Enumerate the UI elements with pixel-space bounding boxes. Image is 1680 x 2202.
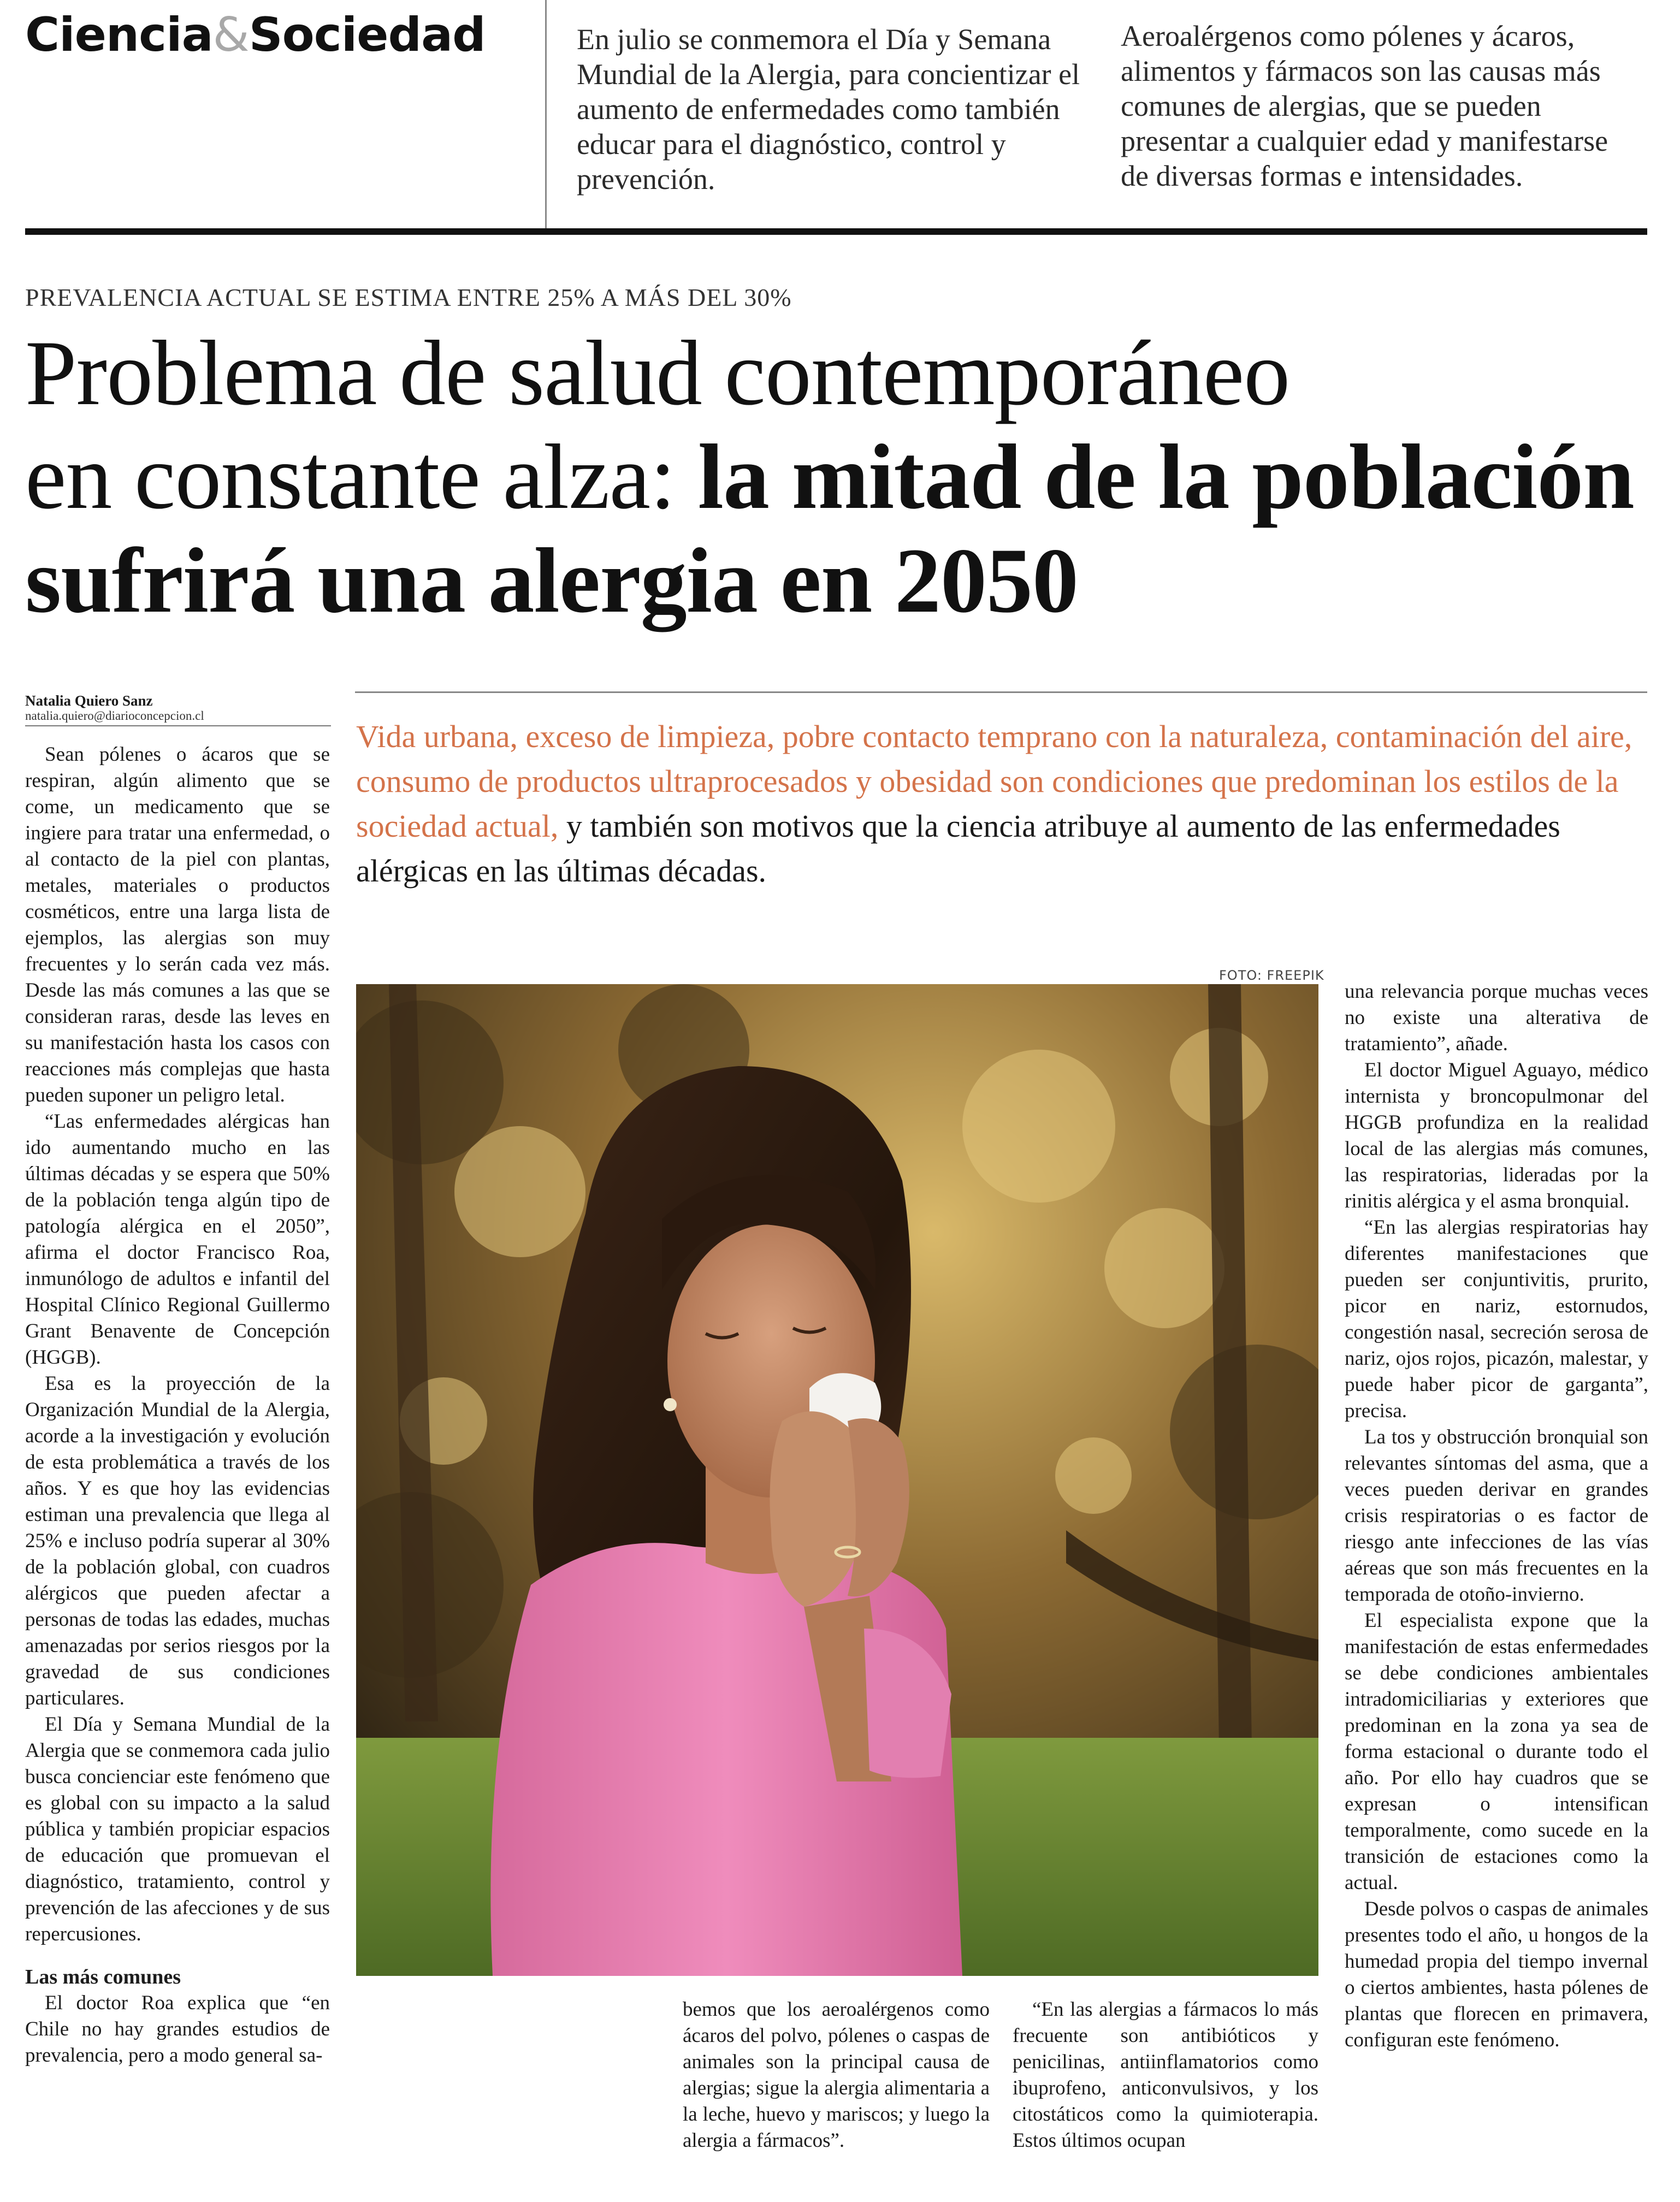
byline-email[interactable]: natalia.quiero@diarioconcepcion.cl — [25, 709, 204, 723]
paragraph: una relevancia porque muchas veces no existe una alterativa de tratamiento”, añade. — [1345, 980, 1648, 1055]
byline-name: Natalia Quiero Sanz — [25, 692, 153, 709]
paragraph: El doctor Roa explica que “en Chile no hay grandes estudios de prevalencia, pero a modo general sa- — [25, 1992, 330, 2067]
header-rule — [25, 228, 1647, 235]
teaser-allergy-causes: Aeroalérgenos como pólenes y ácaros, alimentos y fármacos son las causas más comunes de alergias, que se pueden presentar a cualquier edad y manifestarse de diversas formas e intensidades. — [1121, 20, 1608, 192]
paragraph: “Las enfermedades alérgicas han ido aumentando mucho en las últimas décadas y se espera que 50% de la población tenga algún tipo de patología alérgica en el 2050”, afirma el doctor Francisco Roa, inmunólogo de adultos e infantil del Hospital Clínico Regional Guillermo Grant Benavente de Concepción (HGGB). — [25, 1110, 330, 1369]
paragraph: bemos que los aeroalérgenos como ácaros del polvo, pólenes o caspas de animales son la principal causa de alergias; sigue la alergia alimentaria a la leche, huevo y mariscos; y luego la alergia a fármacos”. — [683, 1998, 990, 2152]
teaser-alergy-week: En julio se conmemora el Día y Semana Mundial de la Alergia, para concientizar el aumento de enfermedades como también educar para el diagnóstico, control y prevención. — [577, 23, 1080, 196]
paragraph: El Día y Semana Mundial de la Alergia que se conmemora cada julio busca concienciar este fenómeno que es global con su impacto a la salud pública y también propiciar espacios de educación que promuevan el diagnóstico, tratamiento, control y prevención de las afecciones y de sus repercusiones. — [25, 1713, 330, 1945]
body-column-2 — [683, 1997, 990, 2154]
paragraph: “En las alergias respiratorias hay diferentes manifestaciones que pueden ser conjuntivitis, prurito, picor en nariz, estornudos, congestión nasal, secreción serosa de nariz, ojos rojos, picazón, malestar, y puede haber picor de garganta”, precisa. — [1345, 1216, 1648, 1422]
header-divider — [545, 0, 547, 229]
subheading: Las más comunes — [25, 1966, 181, 1988]
lead-paragraph — [356, 714, 1648, 893]
paragraph: Esa es la proyección de la Organización Mundial de la Alergia, acorde a la investigación y evolución de esta problemática a través de los años. Y es que hoy las evidencias estiman una prevalencia que llega al 25% e incluso podría superar al 30% de la población global, con cuadros alérgicos que pueden afectar a personas de todas las edades, muchas amenazadas por serios riesgos por la gravedad de sus condiciones particulares. — [25, 1372, 330, 1709]
paragraph: Sean pólenes o ácaros que se respiran, algún alimento que se come, un medicamento que se ingiere para tratar una enfermedad, o al contacto de la piel con plantas, metales, materiales o productos cosméticos, entre una larga lista de ejemplos, las alergias son muy frecuentes y lo serán cada vez más. Desde las más comunes a las que se consideran raras, desde las leves en su manifestación hasta los casos con reacciones más complejas que hasta pueden suponer un peligro letal. — [25, 743, 330, 1106]
section-name-part2: Sociedad — [249, 8, 486, 62]
section-name-part1: Ciencia — [25, 8, 213, 62]
lead-rest: y también son motivos que la ciencia atribuye al aumento de las enfermedades alérgicas en las últimas décadas. — [356, 808, 1560, 889]
byline-rule — [25, 725, 331, 726]
body-column-3 — [1013, 1997, 1318, 2154]
paragraph: “En las alergias a fármacos lo más frecuente son antibióticos y penicilinas, antiinflamatorios como ibuprofeno, anticonvulsivos, y los citostáticos como la quimioterapia. Estos últimos ocupan — [1013, 1998, 1318, 2152]
body-column-4 — [1345, 979, 1648, 2053]
photo-credit: FOTO: FREEPIK — [1219, 968, 1324, 983]
kicker: PREVALENCIA ACTUAL SE ESTIMA ENTRE 25% A MÁS DEL 30% — [25, 283, 792, 311]
sneezing-woman-photo — [356, 984, 1318, 1976]
paragraph: La tos y obstrucción bronquial son relevantes síntomas del asma, que a veces pueden derivar en grandes crisis respiratorias o es factor de riesgo ante infecciones de las vías aéreas que son más frecuentes en la temporada de otoño-invierno. — [1345, 1426, 1648, 1606]
headline-light-line1: Problema de salud contemporáneo — [25, 322, 1290, 424]
section-name — [25, 8, 486, 62]
paragraph: El doctor Miguel Aguayo, médico internista y broncopulmonar del HGGB profundiza en la realidad local de las alergias más comunes, las respiratorias, lideradas por la rinitis alérgica y el asma bronquial. — [1345, 1059, 1648, 1212]
paragraph: El especialista expone que la manifestación de estas enfermedades se debe condiciones ambientales intradomiciliarias y exteriores que predominan en la zona ya sea de forma estacional o durante todo el año. Por ello hay cuadros que se expresan o intensifican temporalmente, como sucede en la transición de estaciones como la actual. — [1345, 1609, 1648, 1894]
lead-highlight: Vida urbana, exceso de limpieza, pobre contacto temprano con la naturaleza, contaminación del aire, consumo de productos ultraprocesados y obesidad son condiciones que predominan los estilos de la sociedad actual, — [356, 719, 1632, 844]
article-photo — [356, 984, 1318, 1976]
section-ampersand: & — [212, 8, 249, 62]
headline-bold: la mitad de la población sufrirá una alergia en 2050 — [25, 425, 1634, 632]
body-column-1 — [25, 742, 330, 2069]
headline — [25, 321, 1664, 632]
headline-light-line2: en constante alza: — [25, 425, 698, 528]
lead-rule — [355, 691, 1647, 693]
paragraph: Desde polvos o caspas de animales presentes todo el año, u hongos de la humedad propia del tiempo invernal o ciertos ambientes, hasta pólenes de plantas que florecen en primavera, configuran este fenómeno. — [1345, 1898, 1648, 2051]
